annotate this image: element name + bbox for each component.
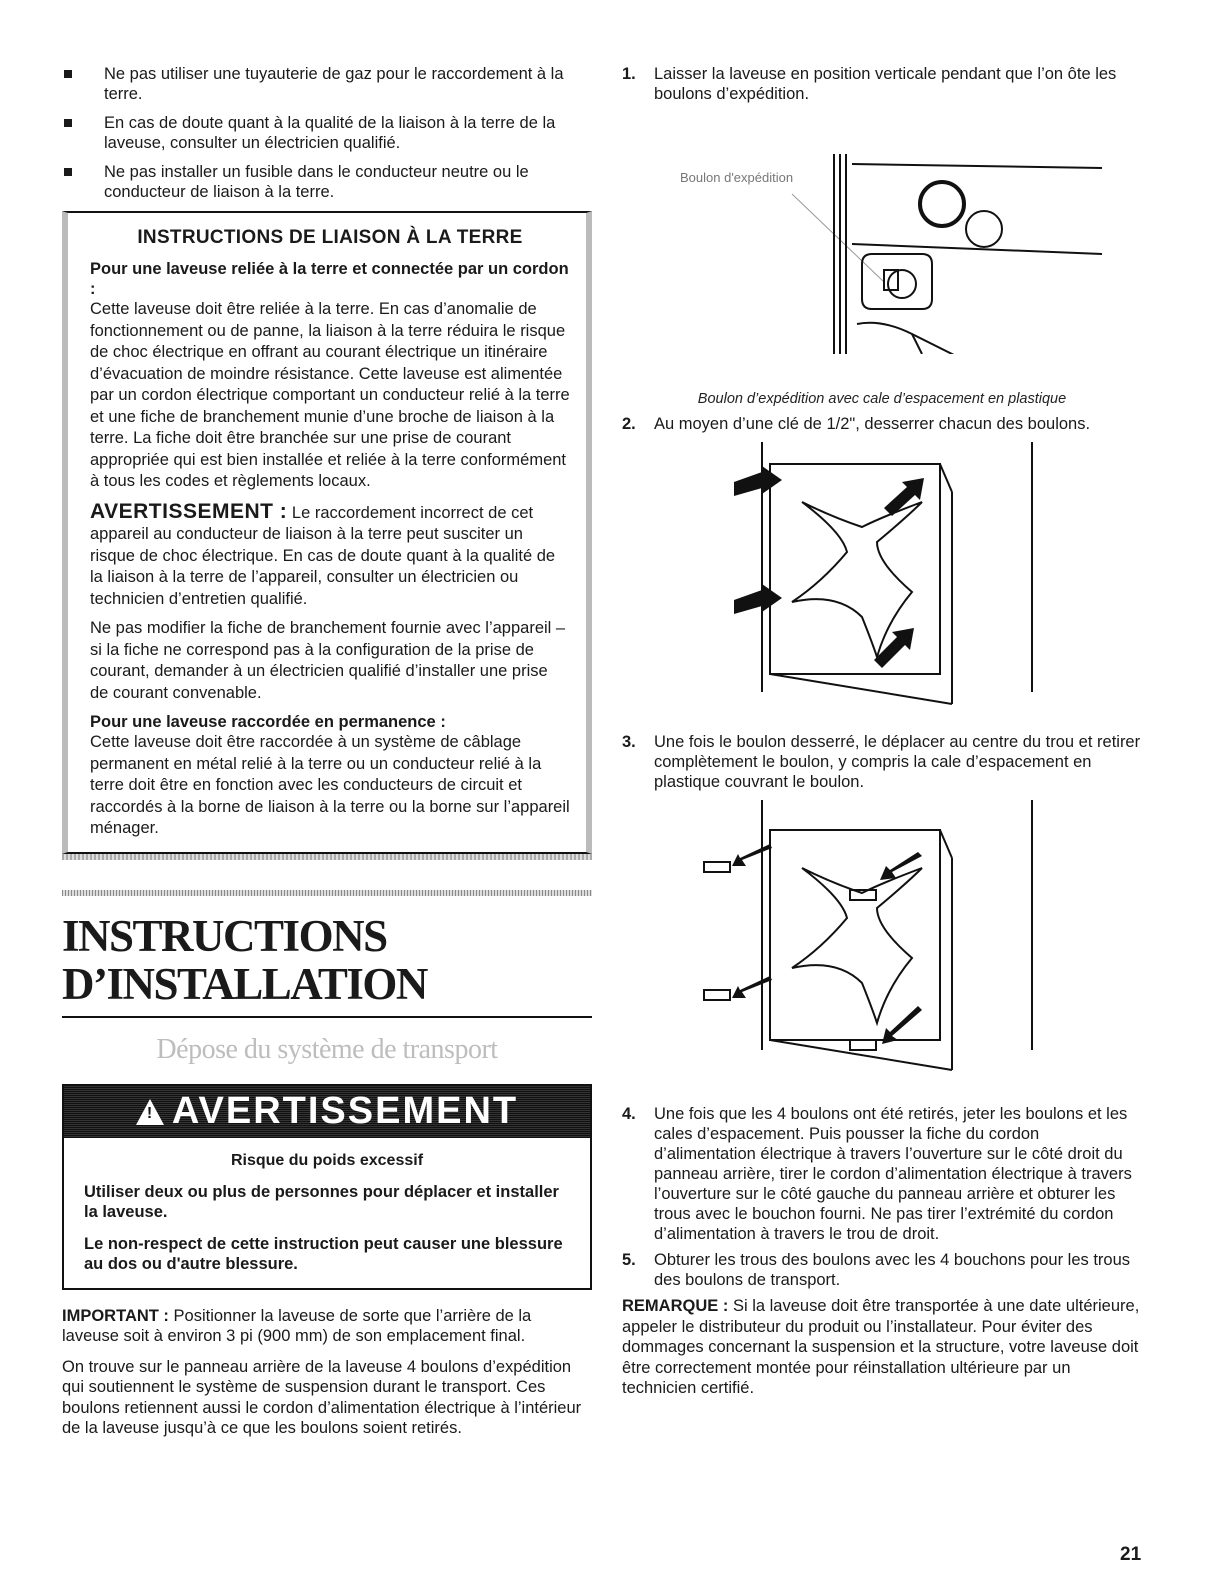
remark-text: Si la laveuse doit être transportée à une date ultérieure, appeler le distributeur du produit ou l’installateur. Pour éviter des dommages concernant la suspension et la structure, votre laveuse doit être correctement montée pour réinstallation ultérieure par un technicien certifié. bbox=[622, 1297, 1140, 1397]
important-text: Positionner la laveuse de sorte que l’arrière de la laveuse soit à environ 3 pi (900 mm) de son emplacement final. bbox=[62, 1306, 532, 1345]
page-number: 21 bbox=[1120, 1544, 1142, 1565]
step-item bbox=[622, 1250, 1142, 1290]
permanent-text: Cette laveuse doit être raccordée à un système de câblage permanent en métal relié à la terre ou un conducteur relié à la terre doit être en fonction avec les conducteurs de circuit et raccordés à la borne de liaison à la terre ou la borne sur l’appareil ménager. bbox=[90, 733, 570, 837]
section-divider bbox=[62, 890, 592, 896]
grounding-title: INSTRUCTIONS DE LIAISON À LA TERRE bbox=[137, 227, 523, 248]
remark-paragraph bbox=[622, 1296, 1142, 1399]
step-text: Au moyen d’une clé de 1/2", desserrer chacun des boulons. bbox=[654, 415, 1091, 433]
warning-box bbox=[62, 1084, 592, 1290]
step-number: 3. bbox=[622, 733, 636, 751]
bullet-item: Ne pas utiliser une tuyauterie de gaz pour le raccordement à la terre. bbox=[62, 64, 592, 104]
cord-heading: Pour une laveuse reliée à la terre et connectée par un cordon : bbox=[90, 260, 569, 298]
loosen-bolts-figure bbox=[622, 442, 1142, 712]
grounding-warning-text: Le raccordement incorrect de cet appareil au conducteur de liaison à la terre peut susciter un risque de choc électrique. En cas de doute quant à la qualité de la liaison à la terre de l’appareil, consulter un électricien ou technicien d’entretien qualifié. bbox=[90, 503, 556, 608]
warning-heading: Risque du poids excessif bbox=[230, 1151, 424, 1169]
step-item bbox=[622, 414, 1142, 434]
step-number: 5. bbox=[622, 1251, 636, 1269]
intro-paragraph: On trouve sur le panneau arrière de la laveuse 4 boulons d’expédition qui soutiennent le système de suspension durant le transport. Ces boulons retiennent aussi le cordon d’alimentation électrique à l’intérieur de la laveuse jusqu’à ce que les boulons soient retirés. bbox=[62, 1357, 582, 1437]
grounding-warning bbox=[90, 501, 570, 611]
left-column bbox=[62, 64, 592, 1439]
important-paragraph bbox=[62, 1306, 592, 1347]
cord-text: Cette laveuse doit être reliée à la terre. En cas d’anomalie de fonctionnement ou de panne, la liaison à la terre réduira le risque de choc électrique en offrant au courant électrique un itinéraire d’évacuation de moindre résistance. Cette laveuse est alimentée par un cordon électrique comportant un conducteur relié à la terre et une fiche de branchement munie d’une broche de liaison à la terre. La fiche doit être branchée sur une prise de courant appropriée qui est bien installée et reliée à la terre conformément à tous les codes et règlements locaux. bbox=[90, 300, 570, 490]
permanent-heading: Pour une laveuse raccordée en permanence : bbox=[90, 713, 446, 731]
step-text: Une fois le boulon desserré, le déplacer au centre du trou et retirer complètement le boulon, y compris la cale d’espacement en plastique couvrant le boulon. bbox=[654, 733, 1141, 791]
bullet-item: En cas de doute quant à la qualité de la liaison à la terre de la laveuse, consulter un électricien qualifié. bbox=[62, 113, 592, 153]
title-underline bbox=[62, 1016, 592, 1018]
page-title: INSTRUCTIONS D’INSTALLATION bbox=[62, 910, 427, 1009]
bullet-item: Ne pas installer un fusible dans le conducteur neutre ou le conducteur de liaison à la terre. bbox=[62, 162, 592, 202]
step-item bbox=[622, 1104, 1142, 1244]
remark-label: REMARQUE : bbox=[622, 1297, 729, 1315]
warning-line: Utiliser deux ou plus de personnes pour déplacer et installer la laveuse. bbox=[84, 1182, 559, 1221]
figure-caption: Boulon d’expédition avec cale d’espacement en plastique bbox=[697, 391, 1067, 407]
shipping-bolt-label: Boulon d'expédition bbox=[680, 170, 794, 185]
plug-text: Ne pas modifier la fiche de branchement fournie avec l’appareil – si la fiche ne correspond pas à la configuration de la prise de courant, demander à un électricien qualifié d’installer une prise de courant convenable. bbox=[90, 619, 566, 702]
warning-banner bbox=[64, 1086, 590, 1138]
grounding-instructions-box bbox=[62, 211, 592, 854]
warning-triangle-icon: ! bbox=[136, 1099, 164, 1125]
step-item bbox=[622, 64, 1142, 104]
step-number: 1. bbox=[622, 65, 636, 83]
step-number: 4. bbox=[622, 1105, 636, 1123]
shipping-bolt-figure bbox=[622, 104, 1142, 407]
grounding-warning-label: AVERTISSEMENT : bbox=[90, 499, 288, 523]
step-number: 2. bbox=[622, 415, 636, 433]
warning-line: Le non-respect de cette instruction peut causer une blessure au dos ou d'autre blessure. bbox=[84, 1234, 563, 1273]
section-subtitle: Dépose du système de transport bbox=[156, 1033, 498, 1065]
step-item bbox=[622, 732, 1142, 792]
warning-banner-text: AVERTISSEMENT bbox=[171, 1090, 519, 1132]
step-text: Obturer les trous des boulons avec les 4 bouchons pour les trous des boulons de transport. bbox=[654, 1251, 1131, 1289]
remove-bolts-figure bbox=[622, 800, 1142, 1080]
right-column bbox=[622, 64, 1142, 1399]
step-text: Une fois que les 4 boulons ont été retirés, jeter les boulons et les cales d’espacement. Puis pousser la fiche du cordon d’alimentation électrique à travers l’ouverture sur le côté droit du panneau arrière, tirer le cordon d’alimentation électrique à travers l’ouverture sur le côté gauche du panneau arrière et obturer les trous avec le bouchon fourni. Ne pas tirer l’extrémité du cordon d’alimentation à travers le trou de droit. bbox=[654, 1105, 1132, 1243]
shipping-bolt-illustration bbox=[622, 104, 1142, 354]
step-text: Laisser la laveuse en position verticale pendant que l’on ôte les boulons d’expédition. bbox=[654, 65, 1117, 103]
remove-bolts-illustration bbox=[622, 800, 1142, 1080]
important-label: IMPORTANT : bbox=[62, 1306, 169, 1325]
loosen-bolts-illustration bbox=[622, 442, 1142, 712]
